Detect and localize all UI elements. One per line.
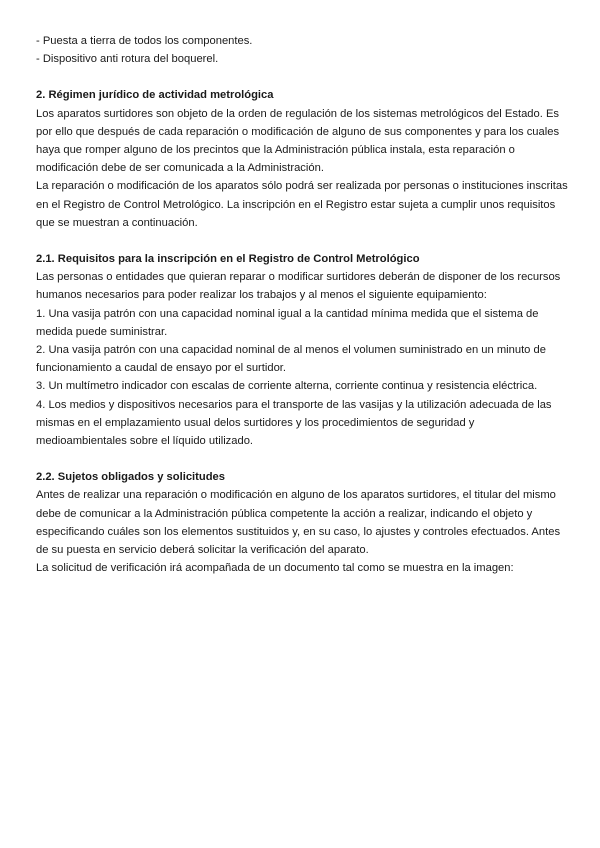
paragraph-line: Las personas o entidades que quieran reparar o modificar surtidores deberán de disponer de los recursos [36,271,561,284]
list-item-line: 3. Un multímetro indicador con escalas de corriente alterna, corriente continua y resistencia eléctrica. [36,380,538,393]
paragraph-line: Antes de realizar una reparación o modificación en alguno de los aparatos surtidores, el titular del mismo [36,489,556,502]
spacer [36,232,566,250]
paragraph-line: Los aparatos surtidores son objeto de la orden de regulación de los sistemas metrológicos del Estado. Es [36,107,560,120]
paragraph-line: especificando cuáles son los elementos sustituidos y, en su caso, lo ajustes y controles efectuados. Antes [36,525,561,538]
list-item-line: funcionamiento a caudal de ensayo por el surtidor. [36,362,287,375]
section-2-2 [36,468,566,577]
paragraph-line: modificación debe de ser comunicada a la Administración. [36,162,324,175]
spacer [36,450,566,468]
paragraph-line: en el Registro de Control Metrológico. La inscripción en el Registro estar sujeta a cumplir unos requisitos [36,198,556,211]
section-heading: 2. Régimen jurídico de actividad metrológica [36,89,274,102]
list-item-line: medida puede suministrar. [36,325,168,338]
section-2-1 [36,250,566,450]
paragraph-line: humanos necesarios para poder realizar los trabajos y al menos el siguiente equipamiento: [36,289,487,302]
intro-line: - Puesta a tierra de todos los componentes. [36,35,253,47]
section-2 [36,86,566,232]
section-heading: 2.2. Sujetos obligados y solicitudes [36,471,225,484]
document-page [36,32,566,577]
list-item-line: medioambientales sobre el líquido utilizado. [36,435,254,448]
list-item-line: mismas en el emplazamiento usual delos surtidores y los procedimientos de seguridad y [36,416,475,429]
paragraph-line: debe de comunicar a la Administración pública competente la acción a realizar, indicando el objeto y [36,507,533,520]
intro-line: - Dispositivo anti rotura del boquerel. [36,53,219,66]
section-heading: 2.1. Requisitos para la inscripción en el Registro de Control Metrológico [36,253,420,266]
list-item-line: 4. Los medios y dispositivos necesarios para el transporte de las vasijas y la utilización adecuada de las [36,398,552,411]
intro-list [36,32,566,68]
paragraph-line: La solicitud de verificación irá acompañada de un documento tal como se muestra en la imagen: [36,562,514,575]
paragraph-line: por ello que después de cada reparación o modificación de alguno de sus componentes y para los cuales [36,125,560,138]
paragraph-line: La reparación o modificación de los aparatos sólo podrá ser realizada por personas o instituciones inscritas [36,180,568,193]
list-item-line: 1. Una vasija patrón con una capacidad nominal igual a la cantidad mínima medida que el sistema de [36,307,539,320]
spacer [36,68,566,86]
paragraph-line: que se muestran a continuación. [36,216,198,229]
list-item-line: 2. Una vasija patrón con una capacidad nominal de al menos el volumen suministrado en un minuto de [36,344,546,357]
paragraph-line: de su puesta en servicio deberá solicitar la verificación del aparato. [36,544,369,557]
paragraph-line: haya que romper alguno de los precintos que la Administración pública instala, esta reparación o [36,144,515,157]
